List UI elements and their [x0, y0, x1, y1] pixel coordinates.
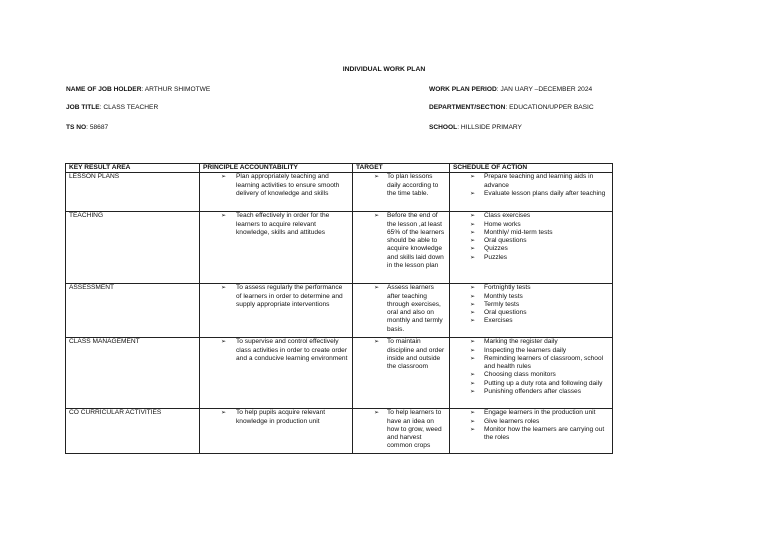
work-plan-table [65, 163, 613, 454]
accountability-cell [200, 173, 353, 212]
column-header-principle-accountability: PRINCIPLE ACCOUNTABILITY [200, 164, 353, 173]
action-item: ➢ Quizzes [453, 245, 609, 253]
action-item: ➢ Choosing class monitors [453, 371, 609, 379]
accountability-cell [200, 409, 353, 454]
ts-number-line [66, 124, 108, 132]
action-item: ➢ Oral questions [453, 309, 609, 317]
action-item: ➢ Exercises [453, 317, 609, 325]
key-result-area-cell: TEACHING [66, 212, 200, 284]
schedule-cell [450, 338, 613, 409]
target-cell [353, 212, 450, 284]
accountability-bullet: ➢ To supervise and control effectively class activities in order to create order and a conducive learning environment [203, 338, 349, 363]
table-row [66, 173, 613, 212]
table-row [66, 284, 613, 338]
work-plan-period-line [429, 86, 592, 94]
table-row [66, 338, 613, 409]
action-item: ➢ Inspecting the learners daily [453, 347, 609, 355]
action-item: ➢ Monthly tests [453, 293, 609, 301]
table-row [66, 409, 613, 454]
action-item: ➢ Oral questions [453, 237, 609, 245]
action-item: ➢ Monthly/ mid-term tests [453, 229, 609, 237]
target-bullet: ➢ To maintain discipline and order inside and outside the classroom [356, 338, 446, 371]
accountability-bullet: ➢ Teach effectively in order for the learners to acquire relevant knowledge, skills and attitudes [203, 212, 349, 237]
ts-number-value: : 58687 [86, 124, 109, 131]
work-plan-period-label: WORK PLAN PERIOD [429, 86, 497, 93]
accountability-bullet: ➢ To help pupils acquire relevant knowledge in production unit [203, 409, 349, 426]
action-item: ➢ Give learners roles [453, 418, 609, 426]
action-item: ➢ Fortnightly tests [453, 284, 609, 292]
job-title-label: JOB TITLE [66, 104, 100, 111]
department-line [429, 104, 594, 112]
ts-number-label: TS NO [66, 124, 87, 131]
column-header-key-result-area: KEY RESULT AREA [66, 164, 200, 173]
table-header-row [66, 164, 613, 173]
work-plan-period-value: : JAN UARY –DECEMBER 2024 [496, 86, 593, 93]
target-cell [353, 409, 450, 454]
target-bullet: ➢ Before the end of the lesson ,at least 65% of the learners should be able to acquire knowledge and skills laid down in the lesson plan [356, 212, 446, 270]
action-item: ➢ Puzzles [453, 254, 609, 262]
schedule-cell [450, 212, 613, 284]
school-label: SCHOOL [429, 124, 458, 131]
department-label: DEPARTMENT/SECTION [429, 104, 506, 111]
accountability-cell [200, 284, 353, 338]
action-item: ➢ Putting up a duty rota and following daily [453, 380, 609, 388]
action-item: ➢ Class exercises [453, 212, 609, 220]
job-holder-label: NAME OF JOB HOLDER [66, 86, 142, 93]
accountability-bullet: ➢ Plan appropriately teaching and learning activities to ensure smooth delivery of knowledge and skills [203, 173, 349, 198]
key-result-area-cell: CLASS MANAGEMENT [66, 338, 200, 409]
column-header-target: TARGET [353, 164, 450, 173]
school-line [429, 124, 522, 132]
column-header-schedule-of-action: SCHEDULE OF ACTION [450, 164, 613, 173]
table-row [66, 212, 613, 284]
action-item: ➢ Reminding learners of classroom, school and health rules [453, 355, 609, 372]
target-bullet: ➢ Assess learners after teaching through exercises, oral and also on monthly and termly basis. [356, 284, 446, 334]
accountability-bullet: ➢ To assess regularly the performance of learners in order to determine and supply appropriate interventions [203, 284, 349, 309]
action-item: ➢ Prepare teaching and learning aids in advance [453, 173, 609, 190]
target-cell [353, 284, 450, 338]
key-result-area-cell: ASSESSMENT [66, 284, 200, 338]
target-cell [353, 173, 450, 212]
target-bullet: ➢ To help learners to have an idea on how to grow, weed and harvest common crops [356, 409, 446, 450]
action-item: ➢ Monitor how the learners are carrying out the roles [453, 426, 609, 443]
key-result-area-cell: LESSON PLANS [66, 173, 200, 212]
document-title: INDIVIDUAL WORK PLAN [342, 66, 426, 73]
job-title-line [66, 104, 158, 112]
job-holder-line [66, 86, 210, 94]
action-item: ➢ Evaluate lesson plans daily after teaching [453, 190, 609, 198]
job-title-value: : CLASS TEACHER [99, 104, 159, 111]
job-holder-value: : ARTHUR SHIMOTWE [141, 86, 211, 93]
accountability-cell [200, 338, 353, 409]
action-item: ➢ Termly tests [453, 301, 609, 309]
school-value: : HILLSIDE PRIMARY [457, 124, 522, 131]
schedule-cell [450, 173, 613, 212]
target-cell [353, 338, 450, 409]
department-value: : EDUCATION/UPPER BASIC [505, 104, 594, 111]
action-item: ➢ Engage learners in the production unit [453, 409, 609, 417]
schedule-cell [450, 284, 613, 338]
action-item: ➢ Marking the register daily [453, 338, 609, 346]
accountability-cell [200, 212, 353, 284]
action-item: ➢ Punishing offenders after classes [453, 388, 609, 396]
key-result-area-cell: CO CURRICULAR ACTIVITIES [66, 409, 200, 454]
target-bullet: ➢ To plan lessons daily according to the time table. [356, 173, 446, 198]
action-item: ➢ Home works [453, 221, 609, 229]
schedule-cell [450, 409, 613, 454]
